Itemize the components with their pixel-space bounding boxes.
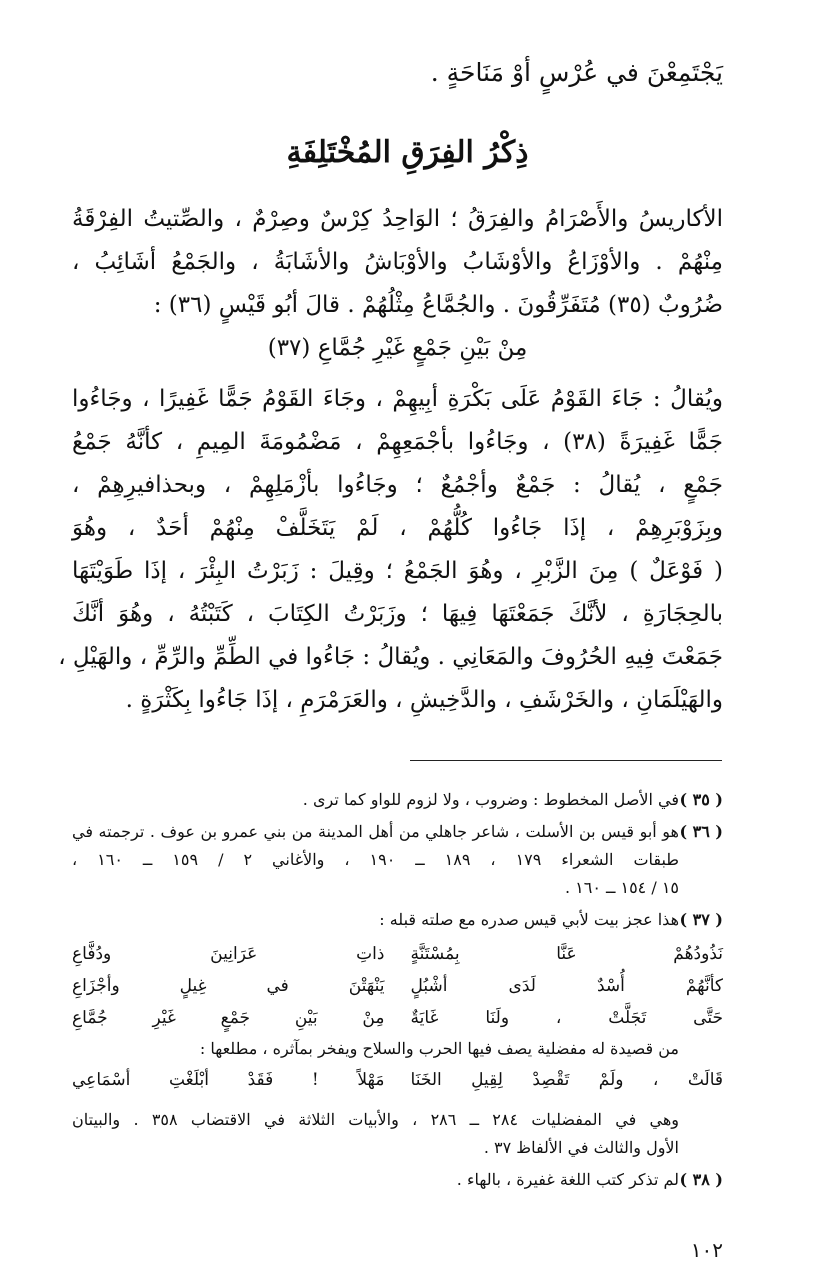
footnotes [72,786,723,1198]
footnote-text: هذا عجز بيت لأبي قيس صدره مع صلته قبله : [379,910,679,929]
footnote-number: ( ٣٨ ) [679,1170,723,1189]
footnote-text: لم تذكر كتب اللغة غفيرة ، بالهاء . [456,1170,679,1189]
footnote-text: من قصيدة له مفضلية يصف فيها الحرب والسلاح ويفخر بمآثره ، مطلعها : [199,1039,679,1058]
footnote-divider [410,760,722,761]
quoted-verse: مِنْ بَيْنِ جَمْعٍ غَيْرِ جُمَّاعِ (٣٧) [267,335,528,361]
footnote-38 [72,1166,723,1194]
text-line: جَمْعٍ ، يُقالُ : جَمْعٌ وأجْمُعٌ ؛ وجَاءُوا بأزْمَلِهِمْ ، وبحذافيرِهِمْ ، [72,472,723,498]
text-line: جَمًّا غَفِيرَةً (٣٨) ، وجَاءُوا بأجْمَعِهِمْ ، مَضْمُومَةَ المِيمِ ، كأنَّهُ جَمْعُ [72,429,723,455]
section-heading: ذِكْرُ الفِرَقِ المُخْتَلِفَةِ [286,135,529,170]
verse-first-hemistich: حَتَّى تَجَلَّتْ ، ولَنَا غَايَةٌ [410,1008,723,1028]
verse-row [72,1002,723,1034]
text-line: مِنْهُمْ . والأوْزَاعُ والأوْشَابُ والأوْبَاشُ والأشَابَةُ ، والجَمْعُ أشَائِبُ ، [72,249,723,275]
verse-second-hemistich: مِنْ بَيْنِ جَمْعٍ غَيْرِ جُمَّاعِ [72,1008,385,1028]
continuation-line: يَجْتَمِعْنَ في عُرْسٍ أوْ مَنَاحَةٍ . [430,58,723,87]
text-line: الأكاريسُ والأَصْرَامُ والفِرَقُ ؛ الوَاحِدُ كِرْسٌ وصِرْمٌ ، والصِّتيتُ الفِرْقَةُ [72,206,723,232]
main-text [58,198,723,722]
footnote-36 [72,818,723,902]
text-line: بالحِجَارَةِ ، لأنَّكَ جَمَعْتَهَا فِيهَا ؛ وزَبَرْتُ الكِتَابَ ، كَتَبْتُهُ ، وهُوَ أنَّكَ [72,601,723,627]
verse-first-hemistich: نَذُودُهُمْ عَنَّا بِمُسْتَنَّةٍ [410,944,723,964]
footnote-text: ١٥ / ١٥٤ ــ ١٦٠ . [564,878,679,897]
footnote-number: ( ٣٥ ) [679,790,723,809]
verse-second-hemistich: يَنْهَتْنَ في غِيلٍ وأجْزَاعِ [72,976,385,996]
verse-first-hemistich: قَالَتْ ، ولَمْ تَقْصِدْ لِقِيلِ الخَنَا [410,1070,723,1090]
footnote-text: وهي في المفضليات ٢٨٤ ــ ٢٨٦ ، والأبيات الثلاثة في الاقتضاب ٣٥٨ . والبيتان [72,1110,680,1129]
page-number: ١٠٢ [690,1238,723,1262]
text-line: ويُقالُ : جَاءَ القَوْمُ عَلَى بَكْرَةِ أبِيهِمْ ، وجَاءَ القَوْمُ جَمًّا غَفِيرًا ، وجَاءُوا [72,386,723,412]
footnote-number: ( ٣٧ ) [679,910,723,929]
verse-second-hemistich: ذاتِ عَرَانِينَ ودُفَّاعِ [72,944,385,964]
footnote-text: الأول والثالث في الألفاظ ٣٧ . [483,1138,679,1157]
footnote-text: هو أبو قيس بن الأسلت ، شاعر جاهلي من أهل المدينة من بني عمرو بن عوف . ترجمته في [72,822,679,841]
footnote-37-verses [72,938,723,1096]
verse-row [72,970,723,1002]
text-line: والهَيْلَمَانِ ، والخَرْشَفِ ، والدَّخِيشِ ، والعَرَمْرَمِ ، إذَا جَاءُوا بِكَثْرَةٍ . [125,687,723,713]
text-line: جَمَعْتَ فِيهِ الحُرُوفَ والمَعَانِي . ويُقالُ : جَاءُوا في الطِّمِّ والرِّمِّ ، والهَيْلِ ، [58,644,723,670]
verse-row [72,1064,723,1096]
text-line: ( فَوْعَلٌ ) مِنَ الزَّبْرِ ، وهُوَ الجَمْعُ ؛ وقِيلَ : زَبَرْتُ البِئْرَ ، إذَا طَوَيْتَهَا [72,558,723,584]
text-line: وبِزَوْبَرِهِمْ ، إذَا جَاءُوا كُلُّهُمْ ، لَمْ يَتَخَلَّفْ مِنْهُمْ أحَدٌ ، وهُوَ [72,515,723,541]
footnote-35 [72,786,723,814]
footnote-text: في الأصل المخطوط : وضروب ، ولا لزوم للواو كما ترى . [302,790,679,809]
footnote-37 [72,906,723,934]
footnote-text: طبقات الشعراء ١٧٩ ، ١٨٩ ــ ١٩٠ ، والأغاني ٢ / ١٥٩ ــ ١٦٠ ، [72,850,680,869]
text-line: ضُرُوبٌ (٣٥) مُتَفَرِّقُونَ . والجُمَّاعُ مِثْلُهُمْ . قالَ أبُو قَيْسٍ (٣٦) : [153,292,723,318]
verse-first-hemistich: كأنَّهُمْ أُسْدٌ لَدَى أشْبُلٍ [410,976,723,996]
footnote-number: ( ٣٦ ) [679,822,723,841]
verse-second-hemistich: مَهْلاً ! فَقَدْ أبْلَغْتِ أسْمَاعِي [72,1070,385,1090]
verse-row [72,938,723,970]
footnote-37-continued [72,1106,723,1162]
